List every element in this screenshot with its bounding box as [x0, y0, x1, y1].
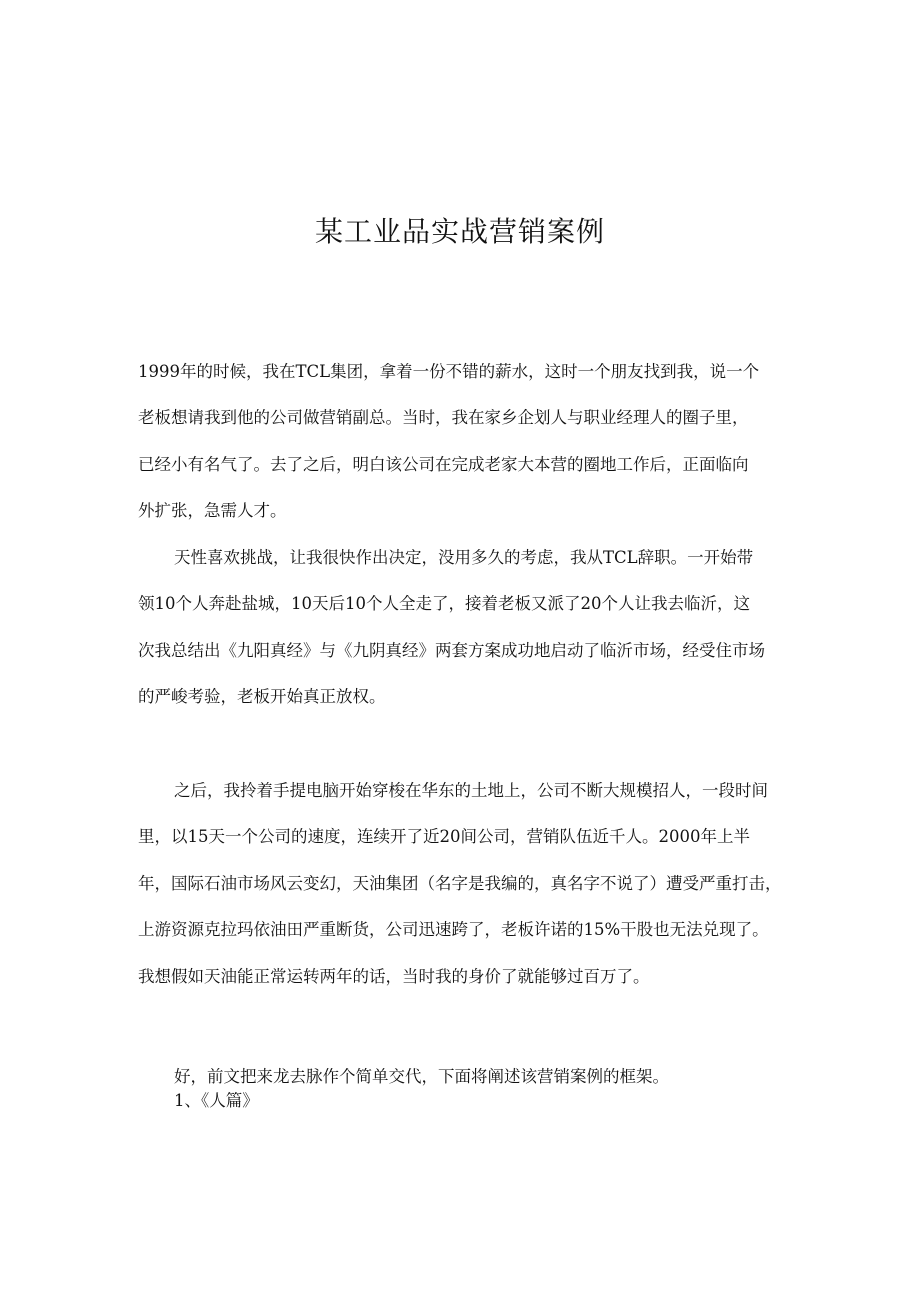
paragraph-line: 领10个人奔赴盐城，10天后10个人全走了，接着老板又派了20个人让我去临沂，这	[138, 594, 750, 613]
paragraph-line: 好，前文把来龙去脉作个简单交代，下面将阐述该营销案例的框架。	[174, 1067, 669, 1086]
paragraph-line: 年，国际石油市场风云变幻，天油集团（名字是我编的，真名字不说了）遭受严重打击，	[138, 874, 782, 893]
paragraph-line: 里，以15天一个公司的速度，连续开了近20间公司，营销队伍近千人。2000年上半	[138, 827, 750, 846]
paragraph-line: 次我总结出《九阳真经》与《九阴真经》两套方案成功地启动了临沂市场，经受住市场	[138, 641, 765, 660]
document-title: 某工业品实战营销案例	[314, 215, 605, 248]
paragraph-line: 已经小有名气了。去了之后，明白该公司在完成老家大本营的圈地工作后，正面临向	[138, 455, 749, 474]
paragraph-line: 我想假如天油能正常运转两年的话，当时我的身价了就能够过百万了。	[138, 967, 650, 986]
paragraph-line: 1999年的时候，我在TCL集团，拿着一份不错的薪水，这时一个朋友找到我，说一个	[138, 362, 760, 381]
paragraph-line: 上游资源克拉玛依油田严重断货，公司迅速跨了，老板许诺的15%干股也无法兑现了。	[138, 920, 769, 939]
paragraph-line: 天性喜欢挑战，让我很快作出决定，没用多久的考虑，我从TCL辞职。一开始带	[174, 548, 754, 567]
section-heading: 1、《人篇》	[174, 1091, 259, 1110]
paragraph-line: 外扩张，急需人才。	[138, 501, 287, 520]
paragraph-line: 老板想请我到他的公司做营销副总。当时，我在家乡企划人与职业经理人的圈子里，	[138, 408, 749, 427]
paragraph-line: 之后，我拎着手提电脑开始穿梭在华东的土地上，公司不断大规模招人，一段时间	[174, 781, 768, 800]
paragraph-line: 的严峻考验，老板开始真正放权。	[138, 687, 386, 706]
